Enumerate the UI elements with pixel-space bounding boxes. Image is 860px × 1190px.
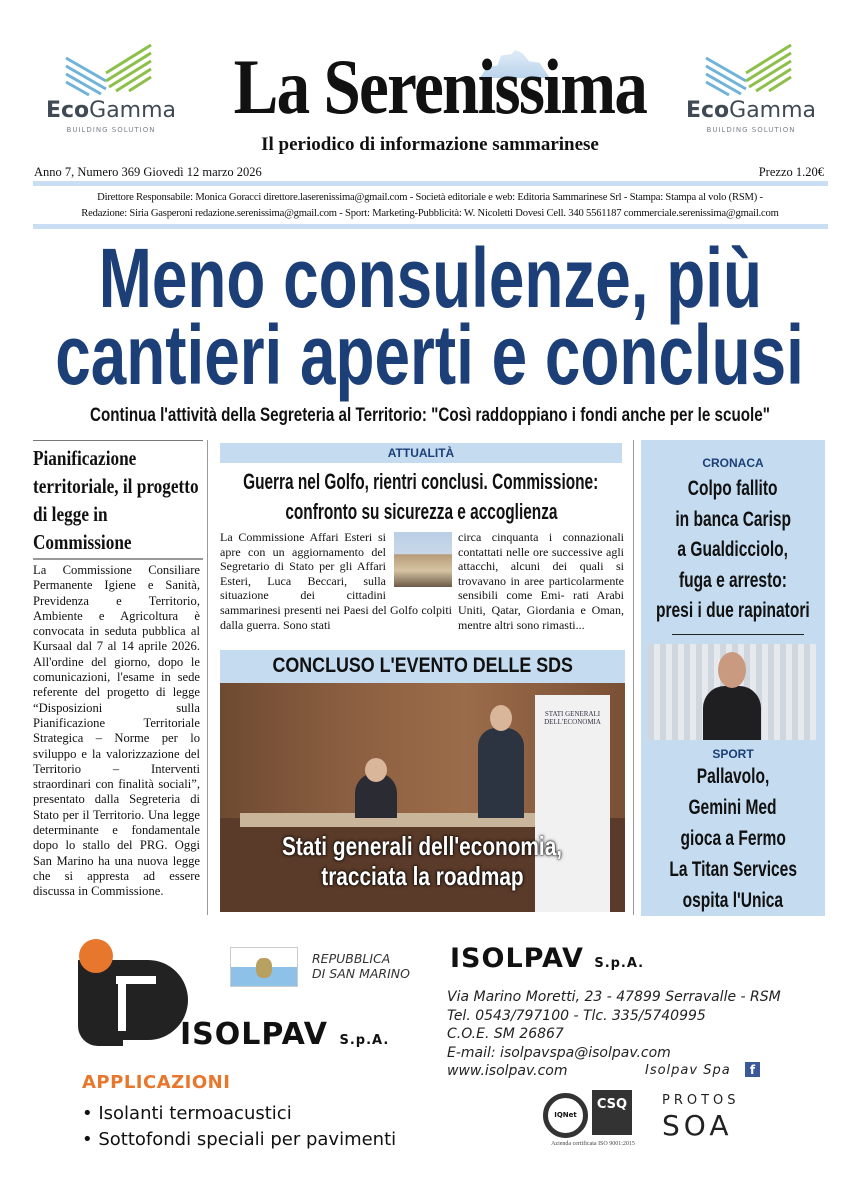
- email-link[interactable]: E-mail: isolpavspa@isolpav.com: [447, 1044, 671, 1061]
- ecogamma-mark-icon: [61, 43, 156, 98]
- isolpav-wordmark: ISOLPAV S.p.A.: [180, 1017, 390, 1052]
- facebook-page[interactable]: Isolpav Spa: [645, 1063, 731, 1078]
- cronaca-headline[interactable]: Colpo fallito in banca Carisp a Gualdicciolo, fuga e arresto: presi i due rapinatori: [656, 477, 810, 622]
- protos-label: PROTOS: [662, 1093, 740, 1108]
- center-article-left-column: [220, 530, 452, 632]
- website-link[interactable]: www.isolpav.com: [447, 1063, 568, 1079]
- photo-caption: Stati generali dell'economia, tracciata la roadmap: [282, 831, 563, 891]
- center-article-col1-end: sammarinesi presenti nei Paesi del Golfo colpiti dalla guerra. Sono stati: [220, 602, 452, 632]
- divider-band: [33, 224, 828, 229]
- lead-deck: Continua l'attività della Segreteria al Territorio: "Così raddoppiano i fondi anche per le scuole": [90, 405, 770, 426]
- facebook-icon[interactable]: f: [745, 1062, 760, 1077]
- section-label: ATTUALITÀ: [387, 446, 455, 460]
- rule: [33, 558, 203, 560]
- center-article-headline[interactable]: Guerra nel Golfo, rientri conclusi. Commissione: confronto su sicurezza e accoglienza: [243, 469, 599, 524]
- republic-text: REPUBBLICA DI SAN MARINO: [312, 951, 410, 981]
- sport-headline[interactable]: Pallavolo, Gemini Med gioca a Fermo La Titan Services ospita l'Unica: [669, 765, 797, 912]
- isolpav-wordmark-large: ISOLPAV S.p.A.: [450, 943, 645, 974]
- center-article-col1: La Commissione Affari Esteri si apre con un aggiornamento del Segretario di Stato per gli Affari Esteri, Luca Beccari, sulla situazione dei cittadini: [220, 530, 386, 603]
- csq-cert-logo: CSQ: [592, 1090, 632, 1135]
- sport-label: SPORT: [712, 747, 754, 761]
- newspaper-title: La Serenissima: [233, 43, 647, 130]
- san-marino-flag: [230, 947, 298, 987]
- application-item: • Isolanti termoacustici: [82, 1103, 292, 1124]
- ecogamma-logo-right: [676, 38, 826, 143]
- left-article-headline[interactable]: Pianificazione territoriale, il progetto di legge in Commissione: [33, 446, 199, 554]
- ecogamma-name: EcoGamma: [685, 98, 817, 123]
- newspaper-subtitle: Il periodico di informazione sammarinese: [261, 134, 599, 155]
- cronaca-label: CRONACA: [702, 456, 764, 470]
- credits-line: Redazione: Siria Gasperoni redazione.serenissima@gmail.com - Sport: Marketing-Pubblicità: W. Nicoletti Dovesi Cell. 340 5561187 commerciale.serenissima@gmail.com: [81, 208, 779, 219]
- application-item: • Sottofondi speciali per pavimenti: [82, 1129, 397, 1150]
- applications-list: [82, 1101, 396, 1153]
- lead-headline-line1: Meno consulenze, più: [98, 231, 762, 325]
- lead-headline-line2: cantieri aperti e conclusi: [55, 308, 805, 402]
- cert-text: Azienda certificata ISO 9001:2015: [551, 1141, 635, 1147]
- credits-line: Direttore Responsabile: Monica Goracci direttore.laserenissima@gmail.com - Società editoriale e web: Editoria Sammarinese Srl - Stampa: Stampa al volo (RSM) -: [97, 192, 763, 203]
- applications-title: APPLICAZIONI: [82, 1072, 231, 1093]
- podium: STATI GENERALI DELL'ECONOMIA: [535, 695, 610, 775]
- contact-block: Via Marino Moretti, 23 - 47899 Serravalle - RSM Tel. 0543/797100 - Tlc. 335/5740995 C.O.E. SM 26867 E-mail: isolpavspa@isolpav.com www.isolpav.com: [447, 989, 781, 1079]
- rule: [672, 634, 804, 635]
- rule: [33, 440, 203, 441]
- ecogamma-tagline: BUILDING SOLUTION: [66, 126, 156, 134]
- iqnet-cert-logo: IQNet: [543, 1093, 588, 1138]
- standing-speaker: [478, 728, 524, 818]
- price: Prezzo 1.20€: [758, 165, 824, 179]
- issue-info: Anno 7, Numero 369 Giovedì 12 marzo 2026: [34, 165, 262, 179]
- seated-speaker-head: [365, 758, 387, 782]
- ecogamma-logo-left: [36, 38, 186, 143]
- ecogamma-name: EcoGamma: [45, 98, 177, 123]
- standing-speaker-head: [490, 705, 512, 731]
- left-article-body: La Commissione Consiliare Permanente Igiene e Sanità, Previdenza e Territorio, Ambiente e Agricoltura è convocata in seduta pubblica al Kursaal dal 7 al 14 aprile 2026. All'ordine del giorno, dopo le comunicazioni, l'esame in sede referente del progetto di legge “Disposizioni sulla Pianificazione Territoriale Strategica – Norme per lo sviluppo e la valorizzazione del Territorio – Interventi straordinari con finalità sociali”, presentato dalla Segreteria di Stato per il Territorio. Una legge determinante e fondamentale dopo lo stallo del PRG. Oggi San Marino ha una nuova legge che si appresta ad essere discussa in Commissione.: [33, 563, 200, 899]
- sds-event-photo[interactable]: [220, 683, 625, 912]
- sport-photo[interactable]: [648, 644, 816, 740]
- isolpav-advertisement[interactable]: [0, 925, 860, 1190]
- person-head: [718, 652, 746, 688]
- divider-band: [33, 181, 828, 186]
- ecogamma-tagline: BUILDING SOLUTION: [706, 126, 796, 134]
- isolpav-logo-icon: [78, 938, 193, 1048]
- person: [703, 686, 761, 740]
- ecogamma-mark-icon: [701, 43, 796, 98]
- photo-story-title[interactable]: CONCLUSO L'EVENTO DELLE SDS: [272, 654, 573, 677]
- soa-logo: SOA: [662, 1109, 733, 1142]
- center-article-col2: circa cinquanta i connazionali contattati nelle ore successive agli attacchi, alcuni dei quali si trovavano in aree particolarmente sensibili come Emi-: [458, 530, 624, 603]
- center-article-col2-end: rati Arabi Uniti, Qatar, Giordania e Oman, mentre altri sono rimasti...: [458, 588, 625, 632]
- palazzo-photo: [394, 532, 452, 587]
